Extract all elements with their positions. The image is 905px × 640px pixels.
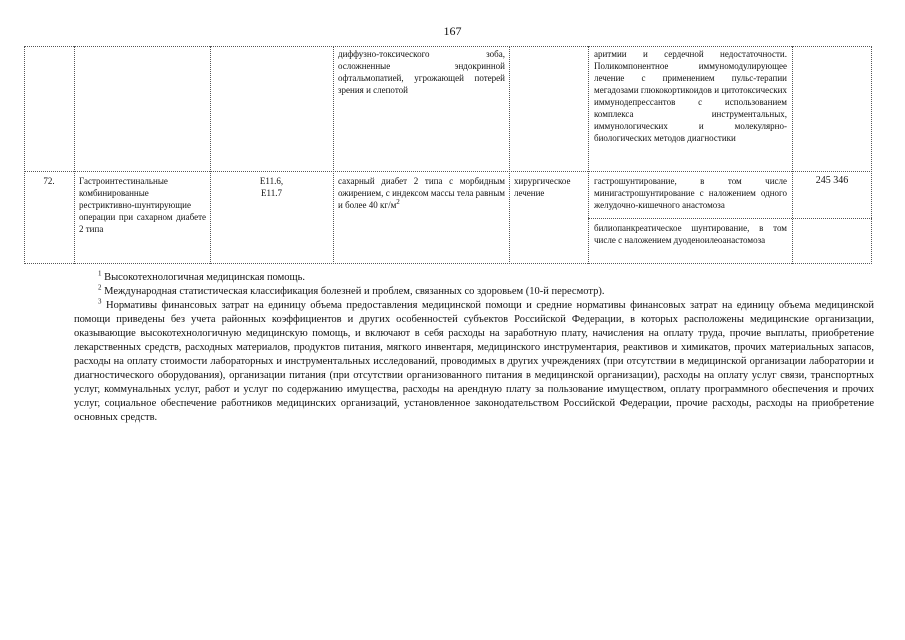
condition-superscript: 2 bbox=[396, 198, 400, 206]
footnote-1-mark: 1 bbox=[98, 269, 102, 278]
footnotes bbox=[74, 271, 874, 425]
footnote-2-text: Международная статистическая классификация болезней и проблем, связанных со здоровьем (10-й пересмотр). bbox=[104, 286, 605, 297]
row-condition-cell bbox=[338, 175, 505, 211]
footnote-3-mark: 3 bbox=[98, 297, 102, 306]
footnote-3-text: Нормативы финансовых затрат на единицу объема предоставления медицинской помощи и средние нормативы финансовых затрат на единицу объема медицинской помощи приведены без учета районных коэффициентов и других особенностей субъектов Российской Федерации, в которых расположены медицинские организации, оказывающие высокотехнологичную медицинскую помощь, и включают в себя расходы на заработную плату, начисления на оплату труда, прочие выплаты, приобретение лекарственных средств, расходных материалов, продуктов питания, мягкого инвентаря, медицинского инструментария, реактивов и химикатов, прочих материальных запасов, расходы на оплату стоимости лабораторных и инструментальных исследований, проводимых в других учреждениях (при отсутствии в медицинской организации лаборатории и диагностического оборудования), организации питания (при отсутствии организованного питания в медицинской организации), расходы на оплату услуг связи, транспортных услуг, коммунальных услуг, работ и услуг по содержанию имущества, расходы на арендную плату за пользование имуществом, оплату программного обеспечения и прочих услуг, социальное обеспечение работников медицинских организаций, установленное законодательством Российской Федерации, прочие расходы, расходы на приобретение основных средств. bbox=[74, 300, 875, 423]
footnote-1-text: Высокотехнологичная медицинская помощь. bbox=[104, 272, 306, 283]
footnote-2-mark: 2 bbox=[98, 283, 102, 292]
footnote-2 bbox=[98, 285, 874, 299]
table-column-divider bbox=[74, 46, 75, 264]
row-method-1-cell: гастрошунтирование, в том числе минигастрошунтирование с наложением одного желудочно-кишечного анастомоза bbox=[594, 176, 787, 210]
page-number: 167 bbox=[443, 24, 462, 38]
row-name-cell: Гастроинтестинальные комбинированные рестриктивно-шунтирующие операции при сахарном диабете 2 типа bbox=[79, 176, 206, 234]
table-border-top bbox=[24, 46, 872, 47]
row-number-cell: 72. bbox=[43, 176, 55, 186]
footnote-3 bbox=[74, 299, 874, 425]
table-column-divider bbox=[588, 46, 589, 264]
condition-text: сахарный диабет 2 типа с морбидным ожирением, с индексом массы тела равным и более 40 кг/м bbox=[338, 176, 505, 210]
table-subrow-divider bbox=[588, 218, 872, 219]
table-column-divider bbox=[333, 46, 334, 264]
cont-treatment-cell: аритмии и сердечной недостаточности. Поликомпонентное иммуномодулирующее лечение с применением пульс-терапии мегадозами глюкокортикоидов и цитотоксических иммунодепрессантов с использованием комплекса инструментальных, иммунологических и молекулярно-биологических методов диагностики bbox=[594, 49, 787, 143]
row-method-2-cell: билиопанкреатическое шунтирование, в том числе с наложением дуоденоилеоанастомоза bbox=[594, 223, 787, 245]
row-codes-cell bbox=[210, 175, 333, 199]
table-border-left bbox=[24, 46, 25, 264]
table-column-divider bbox=[792, 46, 793, 264]
table-column-divider bbox=[210, 46, 211, 264]
table-border-bottom bbox=[24, 263, 872, 264]
table-column-divider bbox=[509, 46, 510, 264]
table-border-right bbox=[871, 46, 872, 264]
footnote-1 bbox=[98, 271, 874, 285]
code-e11-7: E11.7 bbox=[261, 188, 282, 198]
table-row-divider bbox=[24, 171, 872, 172]
row-treatment-type-cell: хирургическое лечение bbox=[514, 176, 571, 198]
code-e11-6: E11.6, bbox=[259, 176, 284, 186]
row-amount-cell: 245 346 bbox=[815, 175, 849, 186]
vmp-table bbox=[24, 46, 872, 264]
cont-condition-cell: диффузно-токсического зоба, осложненные эндокринной офтальмопатией, угрожающей потерей зрения и слепотой bbox=[338, 49, 505, 95]
